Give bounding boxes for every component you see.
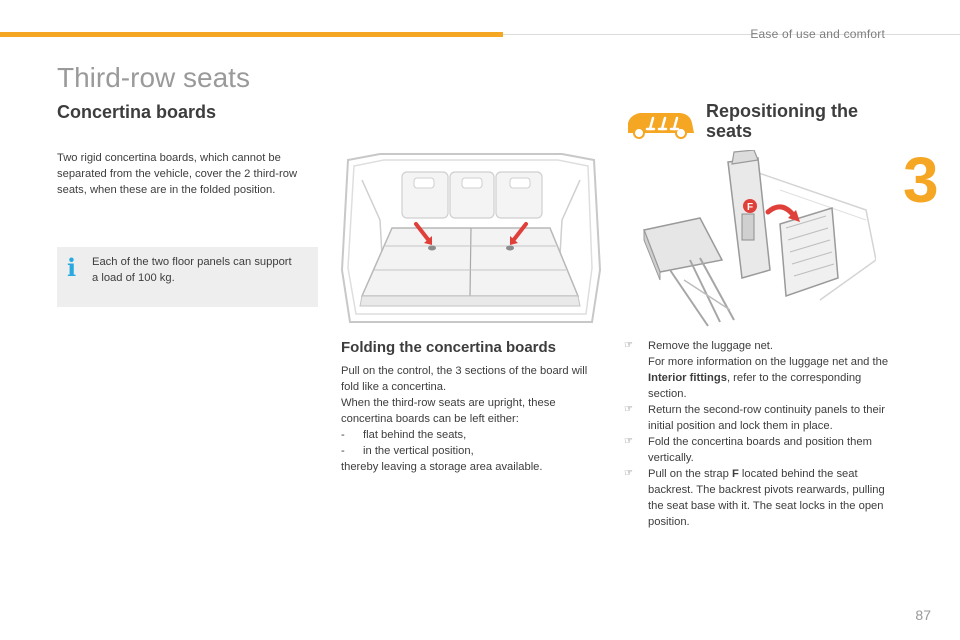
seat-illustration [630,150,876,328]
info-text: Each of the two floor panels can support a load of 100 kg. [92,256,292,284]
info-box [57,247,318,307]
folding-option-2: - in the vertical position, [341,445,474,457]
step-bullet-icon: ☞ [624,436,633,447]
step-bullet-icon: ☞ [624,468,633,479]
section-header: Ease of use and comfort [750,27,885,41]
car-seats-icon [624,109,696,139]
page-number: 87 [915,607,931,623]
heading-folding-concertina-boards: Folding the concertina boards [341,339,557,356]
page-title: Third-row seats [57,62,250,93]
heading-concertina-boards: Concertina boards [57,102,217,122]
step-3: ☞ Fold the concertina boards and position them vertically. [624,436,872,464]
folding-para-3: thereby leaving a storage area available. [341,461,543,473]
header-divider [503,34,960,35]
heading-repositioning-seats: Repositioning the seats [706,101,858,141]
header-accent-bar [0,32,503,37]
step-1: ☞ Remove the luggage net. For more information on the luggage net and the Interior fittings, refer to the corresponding section. [624,340,889,400]
step-4: ☞ Pull on the strap F located behind the seat backrest. The backrest pivots rearwards, pulling the seat base with it. The seat locks in the open position. [624,468,885,528]
folding-text [341,363,601,475]
strap-label: F [746,202,754,213]
step-bullet-icon: ☞ [624,404,633,415]
repositioning-steps [624,338,894,530]
step-bullet-icon: ☞ [624,340,633,351]
chapter-number: 3 [903,144,939,216]
folding-option-1: - flat behind the seats, [341,429,467,441]
folding-para-1: Pull on the control, the 3 sections of the board will fold like a concertina. [341,365,588,393]
step-2: ☞ Return the second-row continuity panels to their initial position and lock them in place. [624,404,885,432]
info-icon: i [67,253,77,282]
concertina-intro: Two rigid concertina boards, which cannot be separated from the vehicle, cover the 2 third-row seats, when these are in the folded position. [57,152,298,196]
boot-illustration [340,150,602,328]
folding-para-2: When the third-row seats are upright, these concertina boards can be left either: [341,397,556,425]
